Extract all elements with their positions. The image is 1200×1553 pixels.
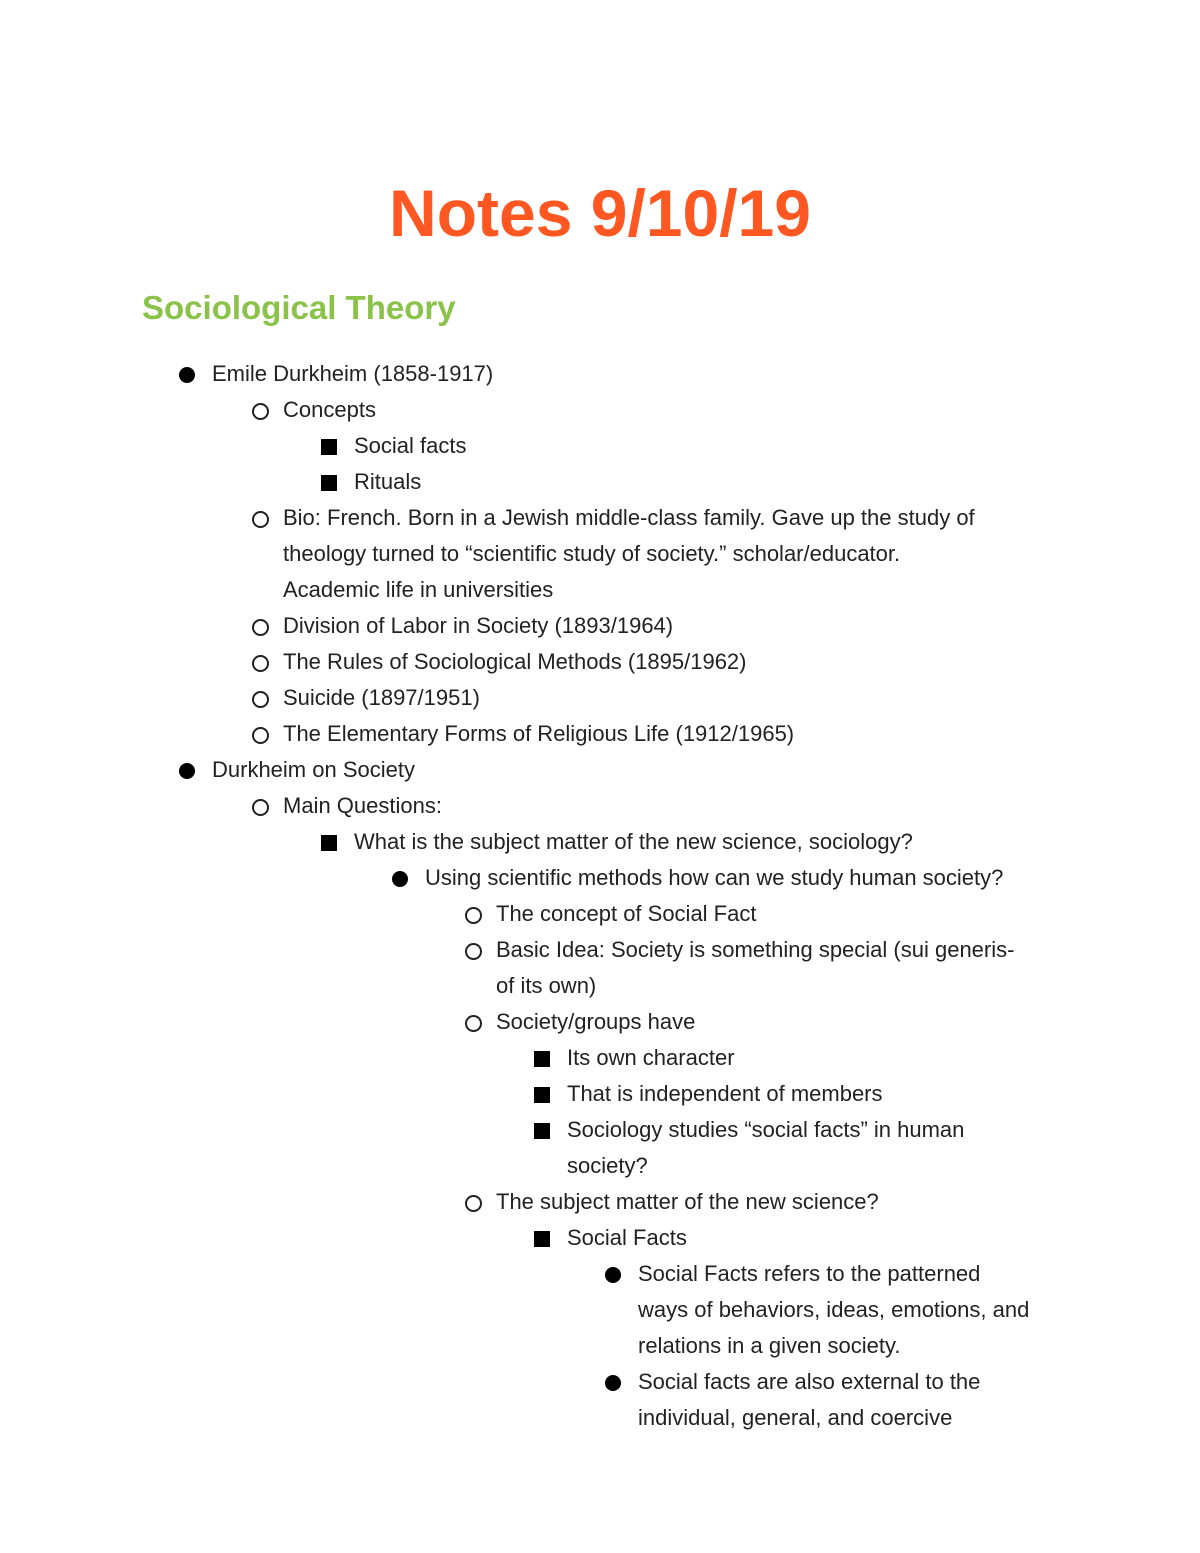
outline-item-text: Basic Idea: Society is something special (sui generis- <box>496 937 1015 962</box>
square-bullet-icon <box>534 1231 550 1247</box>
disc-bullet-icon <box>392 871 408 887</box>
square-bullet-icon <box>321 835 337 851</box>
outline-item <box>0 392 1200 428</box>
outline-item <box>0 356 1200 392</box>
outline-item <box>0 1184 1200 1220</box>
outline-item <box>0 1004 1200 1040</box>
outline-item-text: Social Facts <box>567 1225 687 1250</box>
outline-item <box>0 1076 1200 1112</box>
outline-item-text: Academic life in universities <box>283 577 554 602</box>
outline-item <box>0 860 1200 896</box>
outline-item-text: individual, general, and coercive <box>638 1405 953 1430</box>
outline-item <box>0 608 1200 644</box>
outline-item-text: relations in a given society. <box>638 1333 901 1358</box>
outline-item-text: Sociology studies “social facts” in human <box>567 1117 965 1142</box>
circle-bullet-icon <box>465 1195 482 1212</box>
outline-item <box>0 644 1200 680</box>
outline-item <box>0 464 1200 500</box>
square-bullet-icon <box>321 475 337 491</box>
outline-item-text: Society/groups have <box>496 1009 696 1034</box>
outline-item-text: Concepts <box>283 397 376 422</box>
circle-bullet-icon <box>252 799 269 816</box>
outline-item <box>0 788 1200 824</box>
circle-bullet-icon <box>465 907 482 924</box>
outline-item-text: Suicide (1897/1951) <box>283 685 480 710</box>
square-bullet-icon <box>534 1087 550 1103</box>
outline-item-text: Social facts <box>354 433 467 458</box>
outline-item-text: Main Questions: <box>283 793 442 818</box>
outline-item-text: ways of behaviors, ideas, emotions, and <box>638 1297 1030 1322</box>
outline-item-text: Its own character <box>567 1045 735 1070</box>
circle-bullet-icon <box>252 727 269 744</box>
outline-item <box>0 824 1200 860</box>
outline-item-text: The subject matter of the new science? <box>496 1189 879 1214</box>
outline-item <box>0 500 1200 608</box>
disc-bullet-icon <box>179 367 195 383</box>
circle-bullet-icon <box>465 1015 482 1032</box>
outline-item <box>0 932 1200 1004</box>
circle-bullet-icon <box>465 943 482 960</box>
outline-item <box>0 428 1200 464</box>
outline-item-text: Social Facts refers to the patterned <box>638 1261 981 1286</box>
circle-bullet-icon <box>252 619 269 636</box>
outline-item-text: Bio: French. Born in a Jewish middle-class family. Gave up the study of <box>283 505 975 530</box>
outline-item-text: theology turned to “scientific study of society.” scholar/educator. <box>283 541 901 566</box>
square-bullet-icon <box>321 439 337 455</box>
disc-bullet-icon <box>179 763 195 779</box>
outline-item <box>0 1040 1200 1076</box>
outline-item <box>0 896 1200 932</box>
disc-bullet-icon <box>605 1375 621 1391</box>
outline-item-text: Division of Labor in Society (1893/1964) <box>283 613 674 638</box>
circle-bullet-icon <box>252 655 269 672</box>
outline-item-text: That is independent of members <box>567 1081 883 1106</box>
notes-outline <box>0 356 1200 1436</box>
outline-item-text: Social facts are also external to the <box>638 1369 981 1394</box>
outline-item-text: of its own) <box>496 973 597 998</box>
square-bullet-icon <box>534 1051 550 1067</box>
outline-item-text: The Elementary Forms of Religious Life (1912/1965) <box>283 721 795 746</box>
page-title: Notes 9/10/19 <box>389 176 811 250</box>
outline-item-text: Rituals <box>354 469 422 494</box>
circle-bullet-icon <box>252 403 269 420</box>
square-bullet-icon <box>534 1123 550 1139</box>
outline-item-text: The Rules of Sociological Methods (1895/1962) <box>283 649 747 674</box>
outline-item <box>0 680 1200 716</box>
disc-bullet-icon <box>605 1267 621 1283</box>
outline-item-text: The concept of Social Fact <box>496 901 757 926</box>
outline-item-text: Emile Durkheim (1858-1917) <box>212 361 494 386</box>
circle-bullet-icon <box>252 511 269 528</box>
outline-item <box>0 1256 1200 1364</box>
outline-item-text: What is the subject matter of the new science, sociology? <box>354 829 913 854</box>
outline-item <box>0 1220 1200 1256</box>
circle-bullet-icon <box>252 691 269 708</box>
outline-item-text: Durkheim on Society <box>212 757 415 782</box>
outline-item <box>0 1112 1200 1184</box>
outline-item-text: society? <box>567 1153 648 1178</box>
outline-item <box>0 716 1200 752</box>
section-heading: Sociological Theory <box>142 289 456 326</box>
outline-item <box>0 1364 1200 1436</box>
outline-item <box>0 752 1200 788</box>
outline-item-text: Using scientific methods how can we study human society? <box>425 865 1004 890</box>
